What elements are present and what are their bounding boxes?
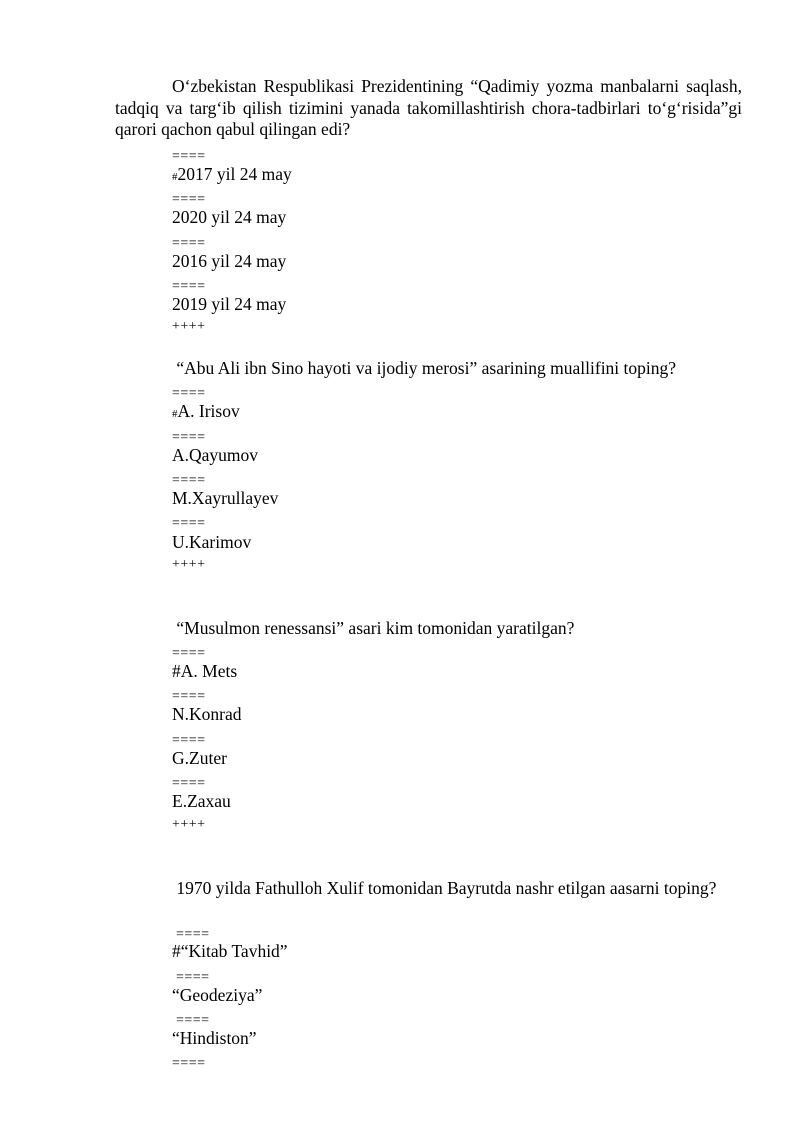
q4-answer-3: “Hindiston” xyxy=(172,1028,257,1048)
q4-answer-1: #“Kitab Tavhid” xyxy=(172,941,288,961)
q3-separator-2: ==== xyxy=(172,689,206,704)
q3-answer-4: E.Zaxau xyxy=(172,791,231,811)
q1-answer-1: #2017 yil 24 may xyxy=(172,164,292,184)
q2-answer-3: M.Xayrullayev xyxy=(172,488,279,508)
q4-answer-2: “Geodeziya” xyxy=(172,985,263,1005)
correct-marker: # xyxy=(172,171,178,183)
q1-answer-2: 2020 yil 24 may xyxy=(172,207,287,227)
q2-answer-2: A.Qayumov xyxy=(172,445,259,465)
q4-separator-1: ==== xyxy=(172,927,210,942)
q3-separator-4: ==== xyxy=(172,776,206,791)
q3-answer-3: G.Zuter xyxy=(172,748,227,768)
q3-answer-1: #A. Mets xyxy=(172,661,238,681)
question-3-text: “Musulmon renessansi” asari kim tomonidan yaratilgan? xyxy=(172,618,575,638)
q2-separator-3: ==== xyxy=(172,473,206,488)
q4-separator-2: ==== xyxy=(172,970,210,985)
correct-marker: # xyxy=(172,408,178,420)
q1-separator-1: ==== xyxy=(172,149,206,164)
q1-separator-4: ==== xyxy=(172,279,206,294)
q4-separator-3: ==== xyxy=(172,1013,210,1028)
q1-answer-4: 2019 yil 24 may xyxy=(172,294,287,314)
question-2-text: “Abu Ali ibn Sino hayoti va ijodiy merosi” asarining muallifini toping? xyxy=(172,358,677,378)
q1-answer-3: 2016 yil 24 may xyxy=(172,251,287,271)
q3-separator-1: ==== xyxy=(172,646,206,661)
q2-separator-2: ==== xyxy=(172,430,206,445)
q2-end-marker: ++++ xyxy=(172,557,206,572)
question-4-text: 1970 yilda Fathulloh Xulif tomonidan Bayrutda nashr etilgan aasarni toping? xyxy=(172,878,717,898)
q1-separator-2: ==== xyxy=(172,192,206,207)
q2-separator-4: ==== xyxy=(172,516,206,531)
q4-separator-4: ==== xyxy=(172,1056,206,1071)
q2-answer-4: U.Karimov xyxy=(172,532,252,552)
q1-separator-3: ==== xyxy=(172,236,206,251)
q3-separator-3: ==== xyxy=(172,733,206,748)
q2-separator-1: ==== xyxy=(172,386,206,401)
q3-end-marker: ++++ xyxy=(172,817,206,832)
q3-answer-2: N.Konrad xyxy=(172,704,242,724)
q1-end-marker: ++++ xyxy=(172,319,206,334)
question-1-text: O‘zbekistan Respublikasi Prezidentining “Qadimiy yozma manbalarni saqlash, tadqiq va targ‘ib qilish tizimini yanada takomillashtirish chora-tadbirlari to‘g‘risida”gi qarori qachon qabul qilingan edi? xyxy=(115,76,742,139)
q2-answer-1: #A. Irisov xyxy=(172,401,240,421)
